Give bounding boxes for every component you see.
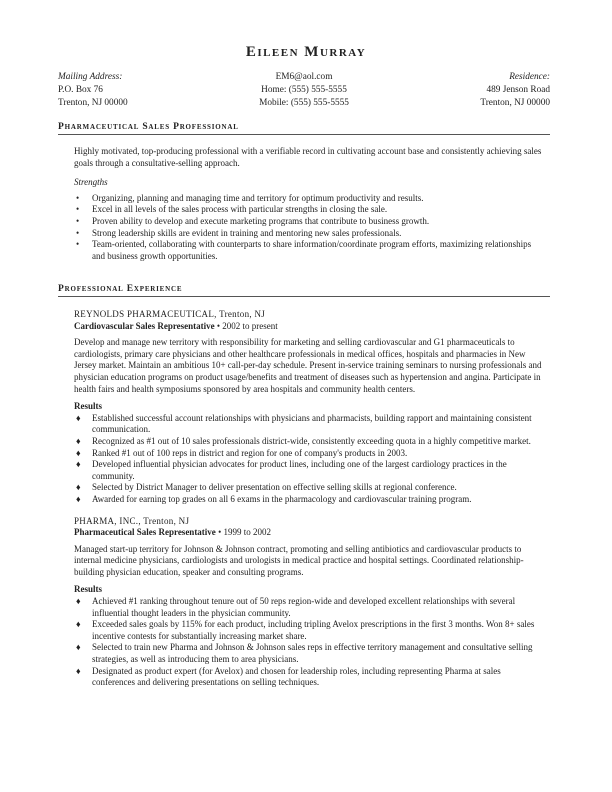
phone-email xyxy=(58,71,550,110)
job-company: PHARMA, INC., Trenton, NJ xyxy=(74,515,190,526)
summary-block xyxy=(74,146,542,262)
list-item: • Organizing, planning and managing time and territory for optimum productivity and results. xyxy=(76,192,424,203)
results-label: Results xyxy=(74,401,103,412)
list-item: ♦ Designated as product expert (for Avelox) and chosen for leadership roles, including representing Pharma at sales conferences and delivering presentations on selling techniques. xyxy=(76,665,501,688)
list-item: ♦ Recognized as #1 out of 10 sales professionals district-wide, consistently exceeding quota in a highly competitive market. xyxy=(76,435,531,446)
strengths-label: Strengths xyxy=(74,177,108,188)
mailing-line-1: P.O. Box 76 xyxy=(58,85,103,95)
experience-block xyxy=(74,309,542,689)
job-description: Managed start-up territory for Johnson & Johnson contract, promoting and selling antibiotics and cardiovascular products to internal medicine physicians, cardiologists and urologists in medical practice and hospital settings. Coordinated relationship-building physician education, speaker and consulting programs. xyxy=(74,543,524,577)
home-phone: Home: (555) 555-5555 xyxy=(261,85,347,95)
residence-label: Residence: xyxy=(509,72,550,82)
list-item: ♦ Achieved #1 ranking throughout tenure out of 50 reps region-wide and developed excellent relationships with several influential thought leaders in the physician community. xyxy=(76,596,516,618)
residence-address xyxy=(480,71,550,110)
bullet-icon: • xyxy=(76,204,80,215)
diamond-bullet-icon: ♦ xyxy=(76,596,81,607)
section-title-experience: Professional Experience xyxy=(58,284,550,297)
bullet-icon: • xyxy=(76,227,80,238)
list-item: • Strong leadership skills are evident in training and mentoring new sales professionals. xyxy=(76,227,402,238)
list-item: ♦ Exceeded sales goals by 115% for each product, including tripling Avelox prescriptions in the first 3 months. Won 8+ sales incentive contests for substantially increasing market share. xyxy=(76,619,535,641)
residence-line-2: Trenton, NJ 00000 xyxy=(480,98,550,108)
diamond-bullet-icon: ♦ xyxy=(76,412,81,423)
job-dates: • 2002 to present xyxy=(216,320,278,331)
results-list xyxy=(74,596,542,689)
results-label: Results xyxy=(74,584,103,595)
diamond-bullet-icon: ♦ xyxy=(76,665,81,676)
job-company: REYNOLDS PHARMACEUTICAL, Trenton, NJ xyxy=(74,309,266,319)
section-title-summary: Pharmaceutical Sales Professional xyxy=(58,122,550,135)
diamond-bullet-icon: ♦ xyxy=(76,447,81,458)
list-item: ♦ Selected to train new Pharma and Johnson & Johnson sales reps in effective territory management and consultative selling strategies, as well as introducing them to area physicians. xyxy=(76,642,533,665)
strengths-list xyxy=(74,193,542,263)
job-role-line xyxy=(74,527,542,539)
email-address: EM6@aol.com xyxy=(275,72,333,82)
diamond-bullet-icon: ♦ xyxy=(76,642,81,653)
job-role-line xyxy=(74,321,542,333)
list-item: ♦ Selected by District Manager to deliver presentation on effective selling skills at regional conference. xyxy=(76,482,457,493)
list-item: ♦ Awarded for earning top grades on all 6 exams in the pharmacology and cardiovascular training program. xyxy=(76,493,472,504)
list-item: • Excel in all levels of the sales process with particular strengths in closing the sale. xyxy=(76,204,388,215)
list-item: • Proven ability to develop and execute marketing programs that contribute to business growth. xyxy=(76,215,430,226)
list-item: ♦ Established successful account relationships with physicians and pharmacists, building rapport and maintaining consistent communication. xyxy=(76,412,532,435)
mailing-address-label: Mailing Address: xyxy=(58,72,123,82)
diamond-bullet-icon: ♦ xyxy=(76,435,81,446)
list-item: ♦ Developed influential physician advocates for product lines, including one of the largest cardiology practices in the community. xyxy=(76,459,507,481)
list-item: • Team-oriented, collaborating with counterparts to share information/coordinate program efforts, maximizing relationships and business growth opportunities. xyxy=(76,239,532,261)
diamond-bullet-icon: ♦ xyxy=(76,493,81,504)
bullet-icon: • xyxy=(76,239,80,250)
summary-intro: Highly motivated, top-producing professional with a verifiable record in cultivating account base and consistently achieving sales goals through a consultative-selling approach. xyxy=(74,146,542,168)
residence-line-1: 489 Jenson Road xyxy=(486,85,550,95)
diamond-bullet-icon: ♦ xyxy=(76,619,81,630)
mobile-phone: Mobile: (555) 555-5555 xyxy=(259,98,349,108)
mailing-line-2: Trenton, NJ 00000 xyxy=(58,98,128,108)
job-dates: • 1999 to 2002 xyxy=(218,527,271,538)
diamond-bullet-icon: ♦ xyxy=(76,459,81,470)
resume-name: Eileen Murray xyxy=(245,44,367,60)
list-item: ♦ Ranked #1 out of 100 reps in district and region for one of company's products in 2003. xyxy=(76,447,408,458)
job-role: Cardiovascular Sales Representative xyxy=(74,320,215,331)
results-list xyxy=(74,413,542,506)
job-role: Pharmaceutical Sales Representative xyxy=(74,527,216,538)
diamond-bullet-icon: ♦ xyxy=(76,482,81,493)
bullet-icon: • xyxy=(76,215,80,226)
bullet-icon: • xyxy=(76,192,80,203)
job-description: Develop and manage new territory with responsibility for marketing and selling cardiovascular and G1 pharmaceuticals to cardiologists, primary care physicians and other healthcare professionals in medical offices, hospitals and pharmacies in New Jersey market. Maintain an ambitious 10+ call-per-day schedule. Present in-service training seminars to nursing professionals and physician education programs on product usage/benefits and treatment of diseases such as hypertension and angina. Participate in health fairs and health symposiums sponsored by area hospitals and community health centers. xyxy=(74,337,542,394)
